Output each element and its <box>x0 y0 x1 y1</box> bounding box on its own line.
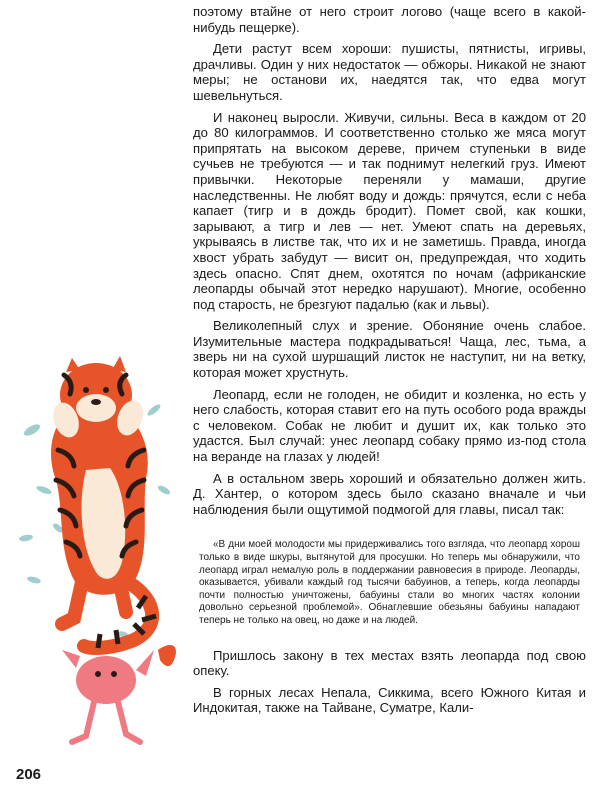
paragraph: Дети растут всем хороши: пушисты, пятнисты, игривы, драчливы. Один у них недостаток — обжоры. Никакой не знают меры; не останови их, наедятся так, что едва могут шевельнуться. <box>193 41 586 103</box>
paragraph: Великолепный слух и зрение. Обоняние очень слабое. Изумительные мастера подкрадываться! Чаща, лес, тьма, а зверь ни на сухой шуршащий листок не наступит, ни на ветку, которая может хрустнуть. <box>193 318 586 381</box>
tiger-illustration <box>14 350 186 755</box>
article-text <box>193 4 586 722</box>
paragraph: И наконец выросли. Живучи, сильны. Веса в каждом от 20 до 80 килограммов. И соответственно столько же мяса могут припрятать на высоком дереве, причем ступеньки в виде сучьев не требуются — и так поднимут нелегкий груз. Имеют привычки. Некоторые переняли у мамаши, другие наследственны. Не любят воду и дождь: прячутся, если с неба капает (тигр и в дождь бродит). Помет свой, как кошки, зарывают, а тигр и лев — нет. Умеют спать на деревьях, укрываясь в листве так, что их и не заметишь. Правда, иногда хвост убрать забудут — висит он, предупреждая, что ходить здесь опасно. Спят днем, охотятся по ночам (африканские леопарды обычай этот нередко нарушают). Многие, особенно под старость, не брезгуют падалью (как и львы). <box>193 109 586 312</box>
paragraph: А в остальном зверь хороший и обязательно должен жить. Д. Хантер, о котором здесь было сказано вначале и чьи наблюдения были ощутимой подмогой для главы, писал так: <box>193 470 586 517</box>
page-number: 206 <box>16 766 42 783</box>
block-quote: «В дни моей молодости мы придерживались того взгляда, что леопард хорош только в виде шкуры, вытянутой для просушки. Но теперь мы обнаружили, что леопард играл немалую роль в поддержании равновесия в природе. Леопарды, оказывается, убивали каждый год тысячи бабуинов, а теперь, когда леопарды почти полностью уничтожены, бабуины стали во многих частях колонии довольно серьезной проблемой». Обнаглевшие обезьяны бабуины нападают теперь не только на овец, но даже и на людей. <box>199 539 580 626</box>
paragraph: поэтому втайне от него строит логово (чаще всего в какой-нибудь пещерке). <box>193 4 586 35</box>
paragraph: В горных лесах Непала, Сиккима, всего Южного Китая и Индокитая, также на Тайване, Суматре, Кали- <box>193 684 586 716</box>
paragraph: Пришлось закону в тех местах взять леопарда под свою опеку. <box>193 647 586 679</box>
paragraph: Леопард, если не голоден, не обидит и козленка, но есть у него слабость, которая ставит его на путь особого рода вражды с человеком. Собак не любит и душит их, как только это удастся. Был случай: унес леопард собаку прямо из-под стола на веранде на глазах у людей! <box>193 386 586 465</box>
